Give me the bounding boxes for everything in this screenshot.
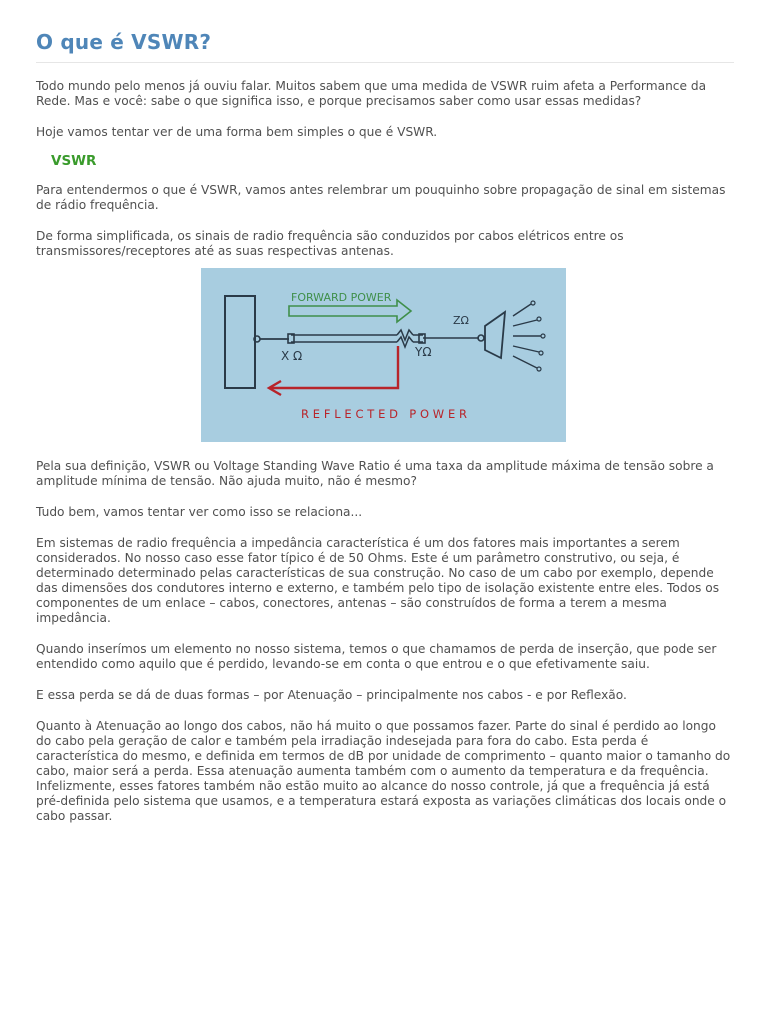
body-paragraph: Quando inserímos um elemento no nosso sistema, temos o que chamamos de perda de inserção, que pode ser entendido como aquilo que é perdido, levando-se em conta o que entrou e o que efetivamente saiu. (36, 642, 717, 671)
body-paragraph: E essa perda se dá de duas formas – por Atenuação – principalmente nos cabos - e por Reflexão. (36, 688, 627, 702)
section-heading: VSWR (51, 153, 97, 169)
intro-paragraph: Hoje vamos tentar ver de uma forma bem simples o que é VSWR. (36, 125, 438, 139)
article (36, 30, 734, 824)
transmitter-box (225, 296, 255, 388)
reflected-power-label: REFLECTED POWER (301, 407, 467, 421)
forward-power-label: FORWARD POWER (291, 291, 392, 304)
radiation-lines (513, 304, 541, 368)
impedance-z-label: ZΩ (453, 314, 469, 327)
impedance-y-label: YΩ (415, 345, 432, 359)
figure-container (36, 268, 734, 442)
radiation-dot (537, 317, 541, 321)
page-title: O que é VSWR? (36, 30, 734, 63)
cable-section-x (291, 335, 397, 342)
intro-paragraph: Todo mundo pelo menos já ouviu falar. Muitos sabem que uma medida de VSWR ruim afeta a Performance da Rede. Mas e você: sabe o que significa isso, e porque precisamos saber como usar essas medidas? (36, 79, 707, 108)
body-paragraph: Tudo bem, vamos tentar ver como isso se relaciona... (36, 505, 363, 519)
radiation-dot (539, 351, 543, 355)
body-paragraph: Para entendermos o que é VSWR, vamos antes relembrar um pouquinho sobre propagação de sinal em sistemas de rádio frequência. (36, 183, 726, 212)
radiation-dot (537, 367, 541, 371)
body-paragraph: Pela sua definição, VSWR ou Voltage Standing Wave Ratio é uma taxa da amplitude máxima de tensão sobre a amplitude mínima de tensão. Não ajuda muito, não é mesmo? (36, 459, 714, 488)
body-paragraph: Quanto à Atenuação ao longo dos cabos, não há muito o que possamos fazer. Parte do sinal é perdido ao longo do cabo pela geração de calor e também pela irradiação indesejada para fora do cabo. Esta perda é característica do mesmo, e definida em termos de dB por unidade de comprimento – quanto maior o tamanho do cabo, maior será a perda. Essa atenuação aumenta também com o aumento da temperatura e da frequência. Infelizmente, esses fatores também não estão muito ao alcance do nosso controle, já que a frequência já está pré-definida pelo sistema que usamos, e a temperatura estará exposta as variações climáticas dos locais onde o cabo passar. (36, 719, 731, 823)
body-paragraph: Em sistemas de radio frequência a impedância característica é um dos fatores mais importantes a serem considerados. No nosso caso esse fator típico é de 50 Ohms. Este é um parâmetro construtivo, ou seja, é determinado determinado pelas características de sua construção. No caso de um cabo por exemplo, depende das dimensões dos condutores interno e externo, e também pelo tipo de isolação existente entre eles. Todos os componentes de um enlace – cabos, conectores, antenas – são construídos de forma a terem a mesma impedância. (36, 536, 720, 625)
vswr-diagram (201, 268, 566, 442)
body-paragraph: De forma simplificada, os sinais de radio frequência são conduzidos por cabos elétricos entre os transmissores/receptores até as suas respectivas antenas. (36, 229, 624, 258)
vswr-diagram-drawing (201, 268, 566, 442)
radiation-dot (541, 334, 545, 338)
cable-section-y (413, 335, 479, 342)
cable-junction (397, 330, 413, 347)
antenna-horn (485, 312, 505, 358)
impedance-x-label: X Ω (281, 349, 303, 363)
radiation-dot (531, 301, 535, 305)
